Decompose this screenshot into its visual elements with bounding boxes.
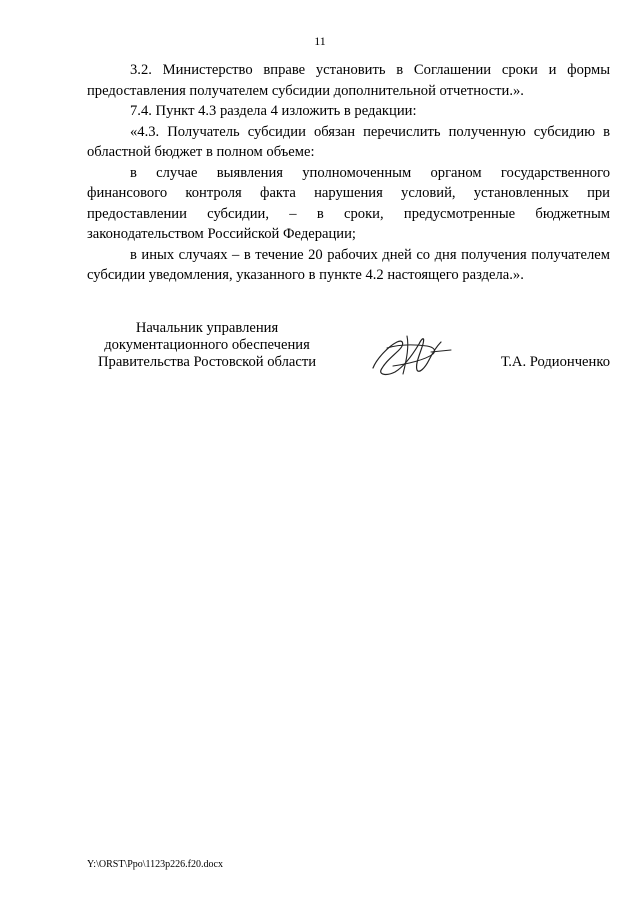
page-number: 11	[314, 34, 326, 48]
paragraph: в иных случаях – в течение 20 рабочих дней со дня получения получателем субсидии уведомления, указанного в пункте 4.2 настоящего раздела.».	[87, 246, 610, 283]
signatory-name: Т.А. Родионченко	[500, 354, 610, 370]
paragraph: 3.2. Министерство вправе установить в Соглашении сроки и формы предоставления получателем субсидии дополнительной отчетности.».	[87, 62, 610, 99]
signatory-title-line: документационного обеспечения	[104, 337, 310, 353]
footer-file-path: Y:\ORST\Ppo\1123p226.f20.docx	[87, 859, 223, 870]
signatory-title-line: Правительства Ростовской области	[97, 354, 317, 370]
signature-block	[87, 320, 610, 380]
paragraph: 7.4. Пункт 4.3 раздела 4 изложить в редакции:	[130, 103, 417, 119]
signatory-title	[87, 320, 327, 371]
paragraph: в случае выявления уполномоченным органом государственного финансового контроля факта нарушения условий, установленных при предоставлении субсидии, – в сроки, предусмотренные бюджетным законодательством Российской Федерации;	[87, 164, 610, 242]
document-body	[87, 60, 610, 286]
signatory-title-line: Начальник управления	[135, 320, 279, 336]
paragraph: «4.3. Получатель субсидии обязан перечислить полученную субсидию в областной бюджет в полном объеме:	[87, 123, 610, 160]
handwritten-signature	[367, 328, 457, 382]
